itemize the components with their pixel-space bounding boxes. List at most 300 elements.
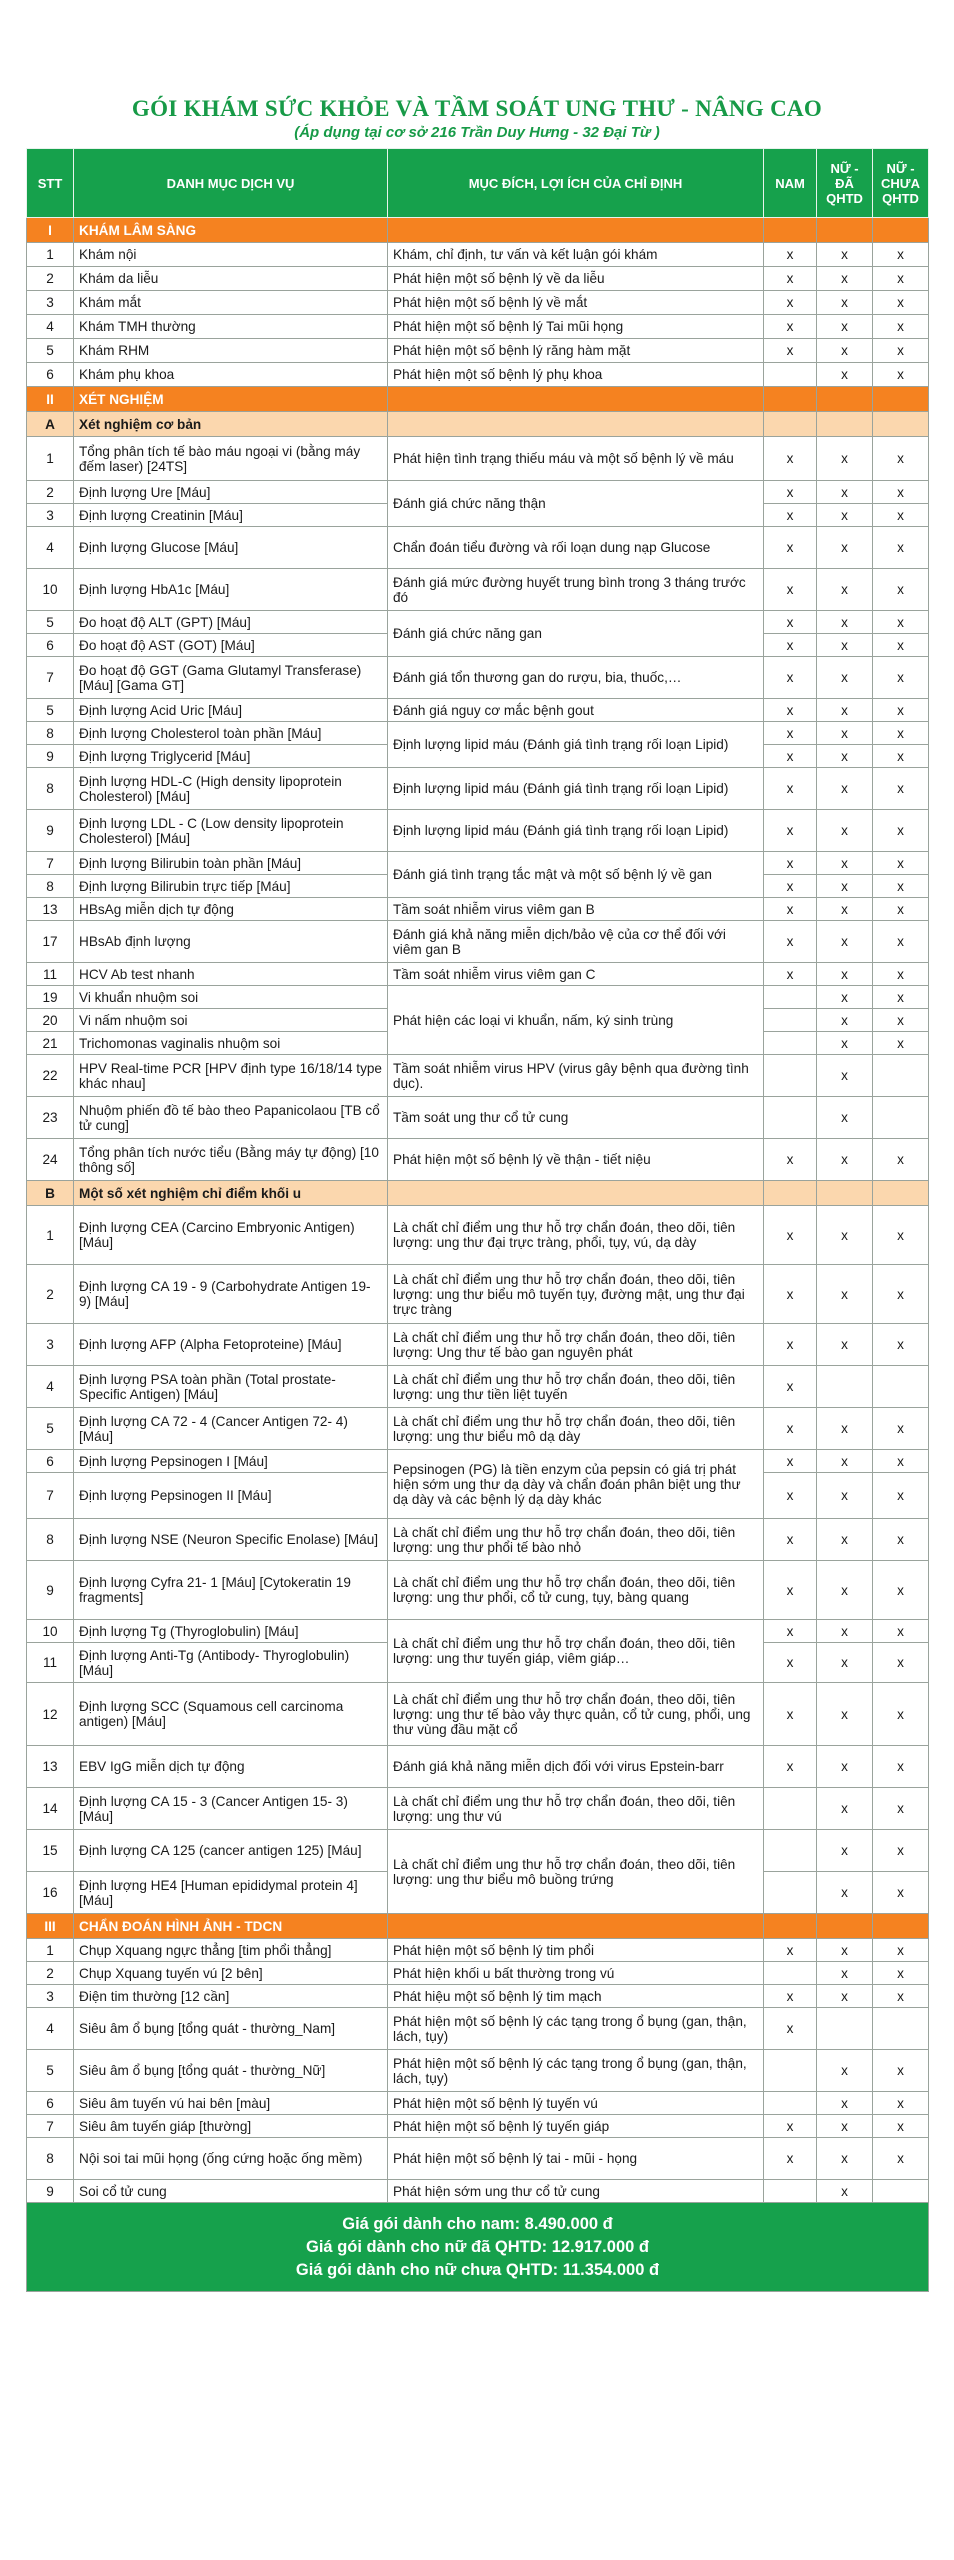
male-mark: [764, 1097, 817, 1139]
female-unmarried-mark: x: [873, 1561, 929, 1620]
service-name: Định lượng Tg (Thyroglobulin) [Máu]: [74, 1620, 388, 1643]
female-married-mark: x: [817, 1473, 873, 1519]
table-row: [27, 1519, 929, 1561]
table-row: [27, 2050, 929, 2092]
female-married-mark: x: [817, 699, 873, 722]
service-name: Siêu âm ổ bụng [tổng quát - thường_Nữ]: [74, 2050, 388, 2092]
service-name: Đo hoạt độ AST (GOT) [Máu]: [74, 634, 388, 657]
table-row: [27, 569, 929, 611]
table-row: [27, 657, 929, 699]
female-married-mark: x: [817, 1643, 873, 1683]
female-married-mark: x: [817, 481, 873, 504]
female-unmarried-mark: x: [873, 1473, 929, 1519]
service-name: HBsAg miễn dịch tự động: [74, 898, 388, 921]
table-row: [27, 921, 929, 963]
row-number: 9: [27, 810, 74, 852]
male-mark: x: [764, 1561, 817, 1620]
service-name: Định lượng HDL-C (High density lipoprotein Cholesterol) [Máu]: [74, 768, 388, 810]
purpose-text: Đánh giá tổn thương gan do rượu, bia, thuốc,…: [388, 657, 764, 699]
purpose-text: Là chất chỉ điểm ung thư hỗ trợ chẩn đoán, theo dõi, tiên lượng: ung thư vú: [388, 1788, 764, 1830]
row-number: 8: [27, 722, 74, 745]
row-number: 6: [27, 363, 74, 387]
male-mark: [764, 986, 817, 1009]
purpose-text: Là chất chỉ điểm ung thư hỗ trợ chẩn đoán, theo dõi, tiên lượng: ung thư tuyến giáp, viêm giáp…: [388, 1620, 764, 1683]
female-married-mark: x: [817, 1519, 873, 1561]
row-number: 11: [27, 963, 74, 986]
row-number: 7: [27, 657, 74, 699]
female-unmarried-mark: x: [873, 1519, 929, 1561]
female-unmarried-mark: [873, 1366, 929, 1408]
purpose-text: Phát hiện các loại vi khuẩn, nấm, ký sinh trùng: [388, 986, 764, 1055]
row-number: 14: [27, 1788, 74, 1830]
row-number: 2: [27, 1962, 74, 1985]
table-row: [27, 1324, 929, 1366]
row-number: 9: [27, 745, 74, 768]
female-unmarried-mark: x: [873, 852, 929, 875]
row-number: 8: [27, 875, 74, 898]
table-row: [27, 1683, 929, 1746]
male-mark: x: [764, 2008, 817, 2050]
female-unmarried-mark: x: [873, 1450, 929, 1473]
service-name: Định lượng CA 19 - 9 (Carbohydrate Antigen 19-9) [Máu]: [74, 1265, 388, 1324]
section-fill: [873, 412, 929, 437]
purpose-text: Đánh giá chức năng thận: [388, 481, 764, 527]
table-row: [27, 1408, 929, 1450]
service-name: Khám TMH thường: [74, 315, 388, 339]
section-number: A: [27, 412, 74, 437]
section-fill: [873, 1914, 929, 1939]
purpose-text: Phát hiện một số bệnh lý tuyến giáp: [388, 2115, 764, 2138]
service-name: Siêu âm tuyến vú hai bên [màu]: [74, 2092, 388, 2115]
table-row: [27, 1055, 929, 1097]
row-number: 2: [27, 267, 74, 291]
female-married-mark: x: [817, 1055, 873, 1097]
table-row: [27, 1788, 929, 1830]
row-number: 1: [27, 243, 74, 267]
section-number: II: [27, 387, 74, 412]
table-row: [27, 1962, 929, 1985]
section-fill: [873, 387, 929, 412]
purpose-text: Phát hiện một số bệnh lý về da liễu: [388, 267, 764, 291]
row-number: 7: [27, 852, 74, 875]
section-fill: [817, 412, 873, 437]
female-unmarried-mark: x: [873, 2115, 929, 2138]
table-row: [27, 1746, 929, 1788]
purpose-text: Là chất chỉ điểm ung thư hỗ trợ chẩn đoán, theo dõi, tiên lượng: ung thư biểu mô dạ dày: [388, 1408, 764, 1450]
service-name: Nhuộm phiến đồ tế bào theo Papanicolaou [TB cổ tử cung]: [74, 1097, 388, 1139]
female-unmarried-mark: x: [873, 481, 929, 504]
female-married-mark: [817, 1366, 873, 1408]
service-name: Định lượng CA 72 - 4 (Cancer Antigen 72- 4) [Máu]: [74, 1408, 388, 1450]
service-name: Định lượng Bilirubin trực tiếp [Máu]: [74, 875, 388, 898]
section-label: Xét nghiệm cơ bản: [74, 412, 388, 437]
female-married-mark: x: [817, 1265, 873, 1324]
table-row: [27, 963, 929, 986]
service-name: Khám phụ khoa: [74, 363, 388, 387]
table-row: [27, 699, 929, 722]
purpose-text: Tầm soát nhiễm virus viêm gan B: [388, 898, 764, 921]
male-mark: x: [764, 810, 817, 852]
female-unmarried-mark: x: [873, 745, 929, 768]
female-married-mark: x: [817, 1009, 873, 1032]
row-number: 1: [27, 437, 74, 481]
female-married-mark: x: [817, 634, 873, 657]
section-fill: [817, 387, 873, 412]
female-unmarried-mark: x: [873, 963, 929, 986]
purpose-text: Là chất chỉ điểm ung thư hỗ trợ chẩn đoán, theo dõi, tiên lượng: ung thư tế bào vảy thực quản, cổ tử cung, phổi, ung thư vùng đầu mặt cổ: [388, 1683, 764, 1746]
female-unmarried-mark: x: [873, 1939, 929, 1962]
service-name: Định lượng Cyfra 21- 1 [Máu] [Cytokeratin 19 fragments]: [74, 1561, 388, 1620]
female-unmarried-mark: x: [873, 527, 929, 569]
male-mark: x: [764, 611, 817, 634]
row-number: 13: [27, 898, 74, 921]
male-mark: x: [764, 569, 817, 611]
purpose-text: Đánh giá nguy cơ mắc bệnh gout: [388, 699, 764, 722]
section-fill: [764, 387, 817, 412]
row-number: 19: [27, 986, 74, 1009]
price-male: Giá gói dành cho nam: 8.490.000 đ: [342, 2214, 613, 2233]
purpose-text: Phát hiện khối u bất thường trong vú: [388, 1962, 764, 1985]
female-married-mark: x: [817, 1450, 873, 1473]
purpose-text: Tầm soát nhiễm virus viêm gan C: [388, 963, 764, 986]
section-label: CHẨN ĐOÁN HÌNH ẢNH - TDCN: [74, 1914, 388, 1939]
table-row: [27, 363, 929, 387]
female-unmarried-mark: x: [873, 339, 929, 363]
table-row: [27, 291, 929, 315]
table-row: [27, 1139, 929, 1181]
section-row: [27, 387, 929, 412]
male-mark: x: [764, 1366, 817, 1408]
service-name: Định lượng PSA toàn phần (Total prostate-Specific Antigen) [Máu]: [74, 1366, 388, 1408]
section-number: B: [27, 1181, 74, 1206]
table-row: [27, 1366, 929, 1408]
purpose-text: Định lượng lipid máu (Đánh giá tình trạng rối loạn Lipid): [388, 810, 764, 852]
female-unmarried-mark: x: [873, 1788, 929, 1830]
female-married-mark: x: [817, 2115, 873, 2138]
purpose-text: Khám, chỉ định, tư vấn và kết luận gói khám: [388, 243, 764, 267]
purpose-text: Phát hiệu một số bệnh lý tim mạch: [388, 1985, 764, 2008]
table-row: [27, 1620, 929, 1643]
row-number: 13: [27, 1746, 74, 1788]
female-unmarried-mark: x: [873, 634, 929, 657]
male-mark: [764, 1009, 817, 1032]
female-unmarried-mark: x: [873, 1324, 929, 1366]
male-mark: [764, 1872, 817, 1914]
male-mark: x: [764, 722, 817, 745]
female-married-mark: x: [817, 1683, 873, 1746]
female-married-mark: x: [817, 1872, 873, 1914]
header-male: NAM: [764, 149, 817, 218]
row-number: 7: [27, 2115, 74, 2138]
service-name: Đo hoạt độ ALT (GPT) [Máu]: [74, 611, 388, 634]
service-name: Định lượng Cholesterol toàn phần [Máu]: [74, 722, 388, 745]
female-married-mark: x: [817, 2180, 873, 2203]
female-unmarried-mark: x: [873, 504, 929, 527]
female-married-mark: x: [817, 657, 873, 699]
purpose-text: Tầm soát ung thư cổ tử cung: [388, 1097, 764, 1139]
male-mark: x: [764, 339, 817, 363]
female-married-mark: x: [817, 2138, 873, 2180]
row-number: 3: [27, 1985, 74, 2008]
service-name: Định lượng HbA1c [Máu]: [74, 569, 388, 611]
female-married-mark: x: [817, 1139, 873, 1181]
male-mark: x: [764, 963, 817, 986]
service-name: Định lượng HE4 [Human epididymal protein 4] [Máu]: [74, 1872, 388, 1914]
section-fill: [817, 1914, 873, 1939]
row-number: 23: [27, 1097, 74, 1139]
service-name: Vi nấm nhuộm soi: [74, 1009, 388, 1032]
purpose-text: Đánh giá khả năng miễn dịch đối với virus Epstein-barr: [388, 1746, 764, 1788]
section-row: [27, 1914, 929, 1939]
table-header-row: [27, 149, 929, 218]
service-name: Định lượng LDL - C (Low density lipoprotein Cholesterol) [Máu]: [74, 810, 388, 852]
header-service: DANH MỤC DỊCH VỤ: [74, 149, 388, 218]
section-fill: [388, 218, 764, 243]
service-name: EBV IgG miễn dịch tự động: [74, 1746, 388, 1788]
section-fill: [873, 218, 929, 243]
female-married-mark: x: [817, 267, 873, 291]
service-name: Khám nội: [74, 243, 388, 267]
row-number: 8: [27, 768, 74, 810]
table-row: [27, 1985, 929, 2008]
male-mark: x: [764, 291, 817, 315]
row-number: 2: [27, 481, 74, 504]
female-unmarried-mark: x: [873, 569, 929, 611]
section-fill: [764, 412, 817, 437]
subsection-row: [27, 1181, 929, 1206]
male-mark: [764, 2050, 817, 2092]
female-married-mark: x: [817, 1206, 873, 1265]
header-stt: STT: [27, 149, 74, 218]
table-row: [27, 2115, 929, 2138]
purpose-text: Phát hiện một số bệnh lý tim phổi: [388, 1939, 764, 1962]
row-number: 24: [27, 1139, 74, 1181]
female-married-mark: x: [817, 1985, 873, 2008]
purpose-text: Tầm soát nhiễm virus HPV (virus gây bệnh qua đường tình dục).: [388, 1055, 764, 1097]
male-mark: x: [764, 481, 817, 504]
female-unmarried-mark: x: [873, 1683, 929, 1746]
male-mark: [764, 1788, 817, 1830]
female-married-mark: x: [817, 1324, 873, 1366]
service-name: Trichomonas vaginalis nhuộm soi: [74, 1032, 388, 1055]
service-name: Định lượng Anti-Tg (Antibody- Thyroglobulin) [Máu]: [74, 1643, 388, 1683]
female-unmarried-mark: x: [873, 437, 929, 481]
female-unmarried-mark: x: [873, 2050, 929, 2092]
female-married-mark: x: [817, 963, 873, 986]
female-unmarried-mark: x: [873, 898, 929, 921]
female-married-mark: x: [817, 921, 873, 963]
section-fill: [873, 1181, 929, 1206]
female-unmarried-mark: x: [873, 291, 929, 315]
service-name: Định lượng NSE (Neuron Specific Enolase) [Máu]: [74, 1519, 388, 1561]
table-row: [27, 243, 929, 267]
service-name: Siêu âm tuyến giáp [thường]: [74, 2115, 388, 2138]
row-number: 17: [27, 921, 74, 963]
female-married-mark: x: [817, 527, 873, 569]
table-row: [27, 986, 929, 1009]
row-number: 5: [27, 339, 74, 363]
male-mark: x: [764, 315, 817, 339]
service-name: Định lượng SCC (Squamous cell carcinoma antigen) [Máu]: [74, 1683, 388, 1746]
female-married-mark: x: [817, 768, 873, 810]
female-married-mark: x: [817, 852, 873, 875]
male-mark: x: [764, 1939, 817, 1962]
row-number: 3: [27, 291, 74, 315]
table-row: [27, 1450, 929, 1473]
female-unmarried-mark: x: [873, 267, 929, 291]
service-name: Định lượng CEA (Carcino Embryonic Antigen) [Máu]: [74, 1206, 388, 1265]
female-married-mark: x: [817, 1746, 873, 1788]
purpose-text: Pepsinogen (PG) là tiền enzym của pepsin có giá trị phát hiện sớm ung thư dạ dày và chẩn đoán phân biệt ung thư dạ dày và các bệnh lý dạ dày khác: [388, 1450, 764, 1519]
section-label: Một số xét nghiệm chỉ điểm khối u: [74, 1181, 388, 1206]
service-name: Định lượng CA 15 - 3 (Cancer Antigen 15- 3) [Máu]: [74, 1788, 388, 1830]
female-unmarried-mark: x: [873, 243, 929, 267]
female-married-mark: x: [817, 1830, 873, 1872]
female-married-mark: x: [817, 437, 873, 481]
table-row: [27, 481, 929, 504]
male-mark: x: [764, 1620, 817, 1643]
table-row: [27, 1939, 929, 1962]
female-unmarried-mark: x: [873, 986, 929, 1009]
male-mark: x: [764, 699, 817, 722]
row-number: 3: [27, 1324, 74, 1366]
male-mark: [764, 2092, 817, 2115]
row-number: 16: [27, 1872, 74, 1914]
service-name: Khám RHM: [74, 339, 388, 363]
section-fill: [764, 1914, 817, 1939]
purpose-text: Là chất chỉ điểm ung thư hỗ trợ chẩn đoán, theo dõi, tiên lượng: ung thư đại trực tràng, phổi, tụy, vú, dạ dày: [388, 1206, 764, 1265]
purpose-text: Đánh giá tình trạng tắc mật và một số bệnh lý về gan: [388, 852, 764, 898]
table-row: [27, 722, 929, 745]
male-mark: x: [764, 1206, 817, 1265]
female-married-mark: x: [817, 1962, 873, 1985]
section-label: KHÁM LÂM SÀNG: [74, 218, 388, 243]
service-name: HBsAb định lượng: [74, 921, 388, 963]
female-unmarried-mark: x: [873, 1408, 929, 1450]
purpose-text: Định lượng lipid máu (Đánh giá tình trạng rối loạn Lipid): [388, 722, 764, 768]
service-name: Điện tim thường [12 cần]: [74, 1985, 388, 2008]
female-unmarried-mark: x: [873, 1985, 929, 2008]
section-fill: [764, 1181, 817, 1206]
male-mark: x: [764, 243, 817, 267]
female-unmarried-mark: x: [873, 1032, 929, 1055]
male-mark: x: [764, 1746, 817, 1788]
male-mark: [764, 1962, 817, 1985]
table-row: [27, 611, 929, 634]
female-unmarried-mark: x: [873, 315, 929, 339]
service-name: Tổng phân tích tế bào máu ngoại vi (bằng máy đếm laser) [24TS]: [74, 437, 388, 481]
section-number: III: [27, 1914, 74, 1939]
purpose-text: Là chất chỉ điểm ung thư hỗ trợ chẩn đoán, theo dõi, tiên lượng: ung thư biểu mô buồng trứng: [388, 1830, 764, 1914]
row-number: 11: [27, 1643, 74, 1683]
female-married-mark: x: [817, 2092, 873, 2115]
table-row: [27, 852, 929, 875]
table-row: [27, 339, 929, 363]
row-number: 1: [27, 1939, 74, 1962]
female-unmarried-mark: x: [873, 657, 929, 699]
table-row: [27, 267, 929, 291]
service-name: Siêu âm ổ bụng [tổng quát - thường_Nam]: [74, 2008, 388, 2050]
row-number: 9: [27, 1561, 74, 1620]
male-mark: x: [764, 852, 817, 875]
service-name: Khám da liễu: [74, 267, 388, 291]
table-row: [27, 2092, 929, 2115]
table-row: [27, 898, 929, 921]
service-name: Vi khuẩn nhuộm soi: [74, 986, 388, 1009]
female-unmarried-mark: x: [873, 1265, 929, 1324]
female-unmarried-mark: x: [873, 1872, 929, 1914]
male-mark: x: [764, 1985, 817, 2008]
female-unmarried-mark: x: [873, 768, 929, 810]
female-married-mark: x: [817, 1620, 873, 1643]
male-mark: [764, 1055, 817, 1097]
male-mark: x: [764, 2138, 817, 2180]
service-name: Định lượng Ure [Máu]: [74, 481, 388, 504]
table-row: [27, 768, 929, 810]
female-married-mark: x: [817, 569, 873, 611]
female-married-mark: x: [817, 611, 873, 634]
row-number: 3: [27, 504, 74, 527]
row-number: 15: [27, 1830, 74, 1872]
female-unmarried-mark: x: [873, 1746, 929, 1788]
page-subtitle: (Áp dụng tại cơ sở 216 Trần Duy Hưng - 32 Đại Từ ): [294, 124, 660, 141]
table-row: [27, 810, 929, 852]
table-row: [27, 1097, 929, 1139]
section-fill: [388, 1914, 764, 1939]
female-married-mark: x: [817, 2050, 873, 2092]
service-name: Định lượng Glucose [Máu]: [74, 527, 388, 569]
header-purpose: MỤC ĐÍCH, LỢI ÍCH CỦA CHỈ ĐỊNH: [388, 149, 764, 218]
purpose-text: Đánh giá chức năng gan: [388, 611, 764, 657]
female-married-mark: x: [817, 898, 873, 921]
purpose-text: Định lượng lipid máu (Đánh giá tình trạng rối loạn Lipid): [388, 768, 764, 810]
male-mark: x: [764, 1450, 817, 1473]
section-fill: [388, 1181, 764, 1206]
female-married-mark: x: [817, 243, 873, 267]
male-mark: x: [764, 1643, 817, 1683]
service-name: Định lượng AFP (Alpha Fetoproteine) [Máu]: [74, 1324, 388, 1366]
section-fill: [817, 218, 873, 243]
table-row: [27, 2180, 929, 2203]
female-unmarried-mark: x: [873, 875, 929, 898]
service-name: Chụp Xquang tuyến vú [2 bên]: [74, 1962, 388, 1985]
female-married-mark: x: [817, 1097, 873, 1139]
male-mark: x: [764, 898, 817, 921]
table-row: [27, 1265, 929, 1324]
row-number: 8: [27, 2138, 74, 2180]
service-name: Định lượng Acid Uric [Máu]: [74, 699, 388, 722]
row-number: 6: [27, 2092, 74, 2115]
table-row: [27, 1206, 929, 1265]
row-number: 6: [27, 1450, 74, 1473]
male-mark: x: [764, 768, 817, 810]
male-mark: x: [764, 527, 817, 569]
purpose-text: Là chất chỉ điểm ung thư hỗ trợ chẩn đoán, theo dõi, tiên lượng: ung thư phổi tế bào nhỏ: [388, 1519, 764, 1561]
female-unmarried-mark: x: [873, 363, 929, 387]
table-row: [27, 315, 929, 339]
female-married-mark: x: [817, 722, 873, 745]
female-unmarried-mark: [873, 1055, 929, 1097]
service-name: Định lượng Triglycerid [Máu]: [74, 745, 388, 768]
service-name: Định lượng Pepsinogen I [Máu]: [74, 1450, 388, 1473]
male-mark: x: [764, 1265, 817, 1324]
male-mark: [764, 1830, 817, 1872]
purpose-text: Phát hiện sớm ung thư cổ tử cung: [388, 2180, 764, 2203]
male-mark: x: [764, 1683, 817, 1746]
male-mark: x: [764, 2115, 817, 2138]
service-name: Soi cổ tử cung: [74, 2180, 388, 2203]
table-row: [27, 527, 929, 569]
